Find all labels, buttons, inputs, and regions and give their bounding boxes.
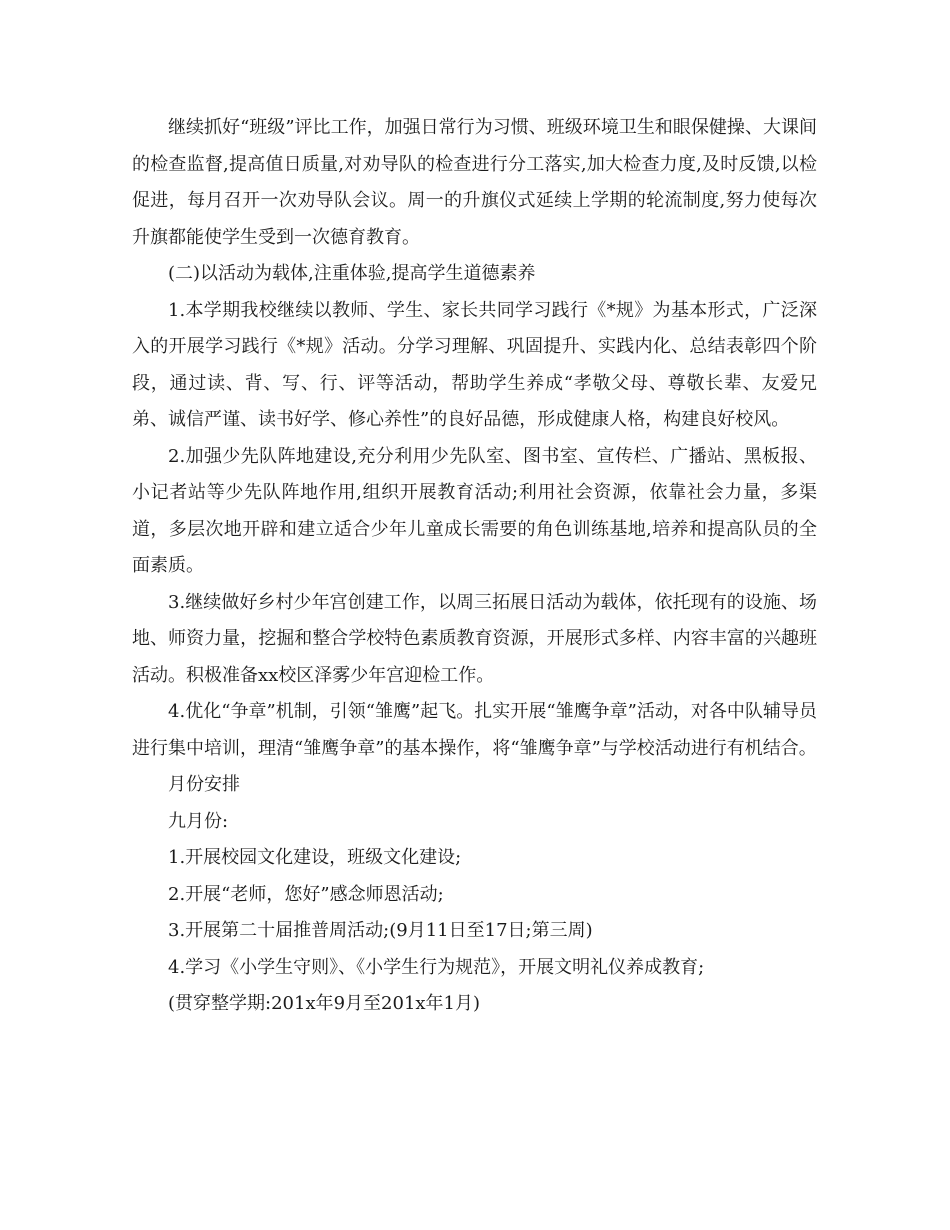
september-note: (贯穿整学期:201x年9月至201x年1月) [168, 993, 481, 1014]
paragraph-item-3: 3.继续做好乡村少年宫创建工作，以周三拓展日活动为载体，依托现有的设施、场地、师资力量，挖掘和整合学校特色素质教育资源，开展形式多样、内容丰富的兴趣班活动。积极准备xx校区泽雾少年宫迎检工作。 [132, 591, 817, 686]
paragraph-item-2: 2.加强少先队阵地建设,充分利用少先队室、图书室、宣传栏、广播站、黑板报、小记者站等少先队阵地作用,组织开展教育活动;利用社会资源，依靠社会力量，多渠道，多层次地开辟和建立适合少年儿童成长需要的角色训练基地,培养和提高队员的全面素质。 [132, 445, 817, 576]
heading-september: 九月份: [168, 810, 229, 832]
september-item-4: 4.学习《小学生守则》、《小学生行为规范》，开展文明礼仪养成教育; [168, 956, 705, 978]
section-heading-activities: (二)以活动为载体,注重体验,提高学生道德素养 [168, 263, 536, 284]
september-item-3: 3.开展第二十届推普周活动;(9月11日至17日;第三周) [168, 920, 593, 941]
paragraph-class-evaluation: 继续抓好“班级”评比工作，加强日常行为习惯、班级环境卫生和眼保健操、大课间的检查监督,提高值日质量,对劝导队的检查进行分工落实,加大检查力度,及时反馈,以检促进，每月召开一次劝导队会议。周一的升旗仪式延续上学期的轮流制度,努力使每次升旗都能使学生受到一次德育教育。 [132, 117, 817, 248]
paragraph-item-1: 1.本学期我校继续以教师、学生、家长共同学习践行《*规》为基本形式，广泛深入的开展学习践行《*规》活动。分学习理解、巩固提升、实践内化、总结表彰四个阶段，通过读、背、写、行、评等活动，帮助学生养成“孝敬父母、尊敬长辈、友爱兄弟、诚信严谨、读书好学、修心养性”的良好品德，形成健康人格，构建良好校风。 [132, 299, 817, 430]
paragraph-item-4: 4.优化“争章”机制，引领“雏鹰”起飞。扎实开展“雏鹰争章”活动，对各中队辅导员进行集中培训，理清“雏鹰争章”的基本操作，将“雏鹰争章”与学校活动进行有机结合。 [132, 701, 817, 759]
september-item-2: 2.开展“老师，您好”感念师恩活动; [168, 883, 444, 905]
document-page [132, 110, 817, 1023]
september-item-1: 1.开展校园文化建设，班级文化建设; [168, 847, 462, 868]
heading-monthly-schedule: 月份安排 [168, 774, 240, 795]
